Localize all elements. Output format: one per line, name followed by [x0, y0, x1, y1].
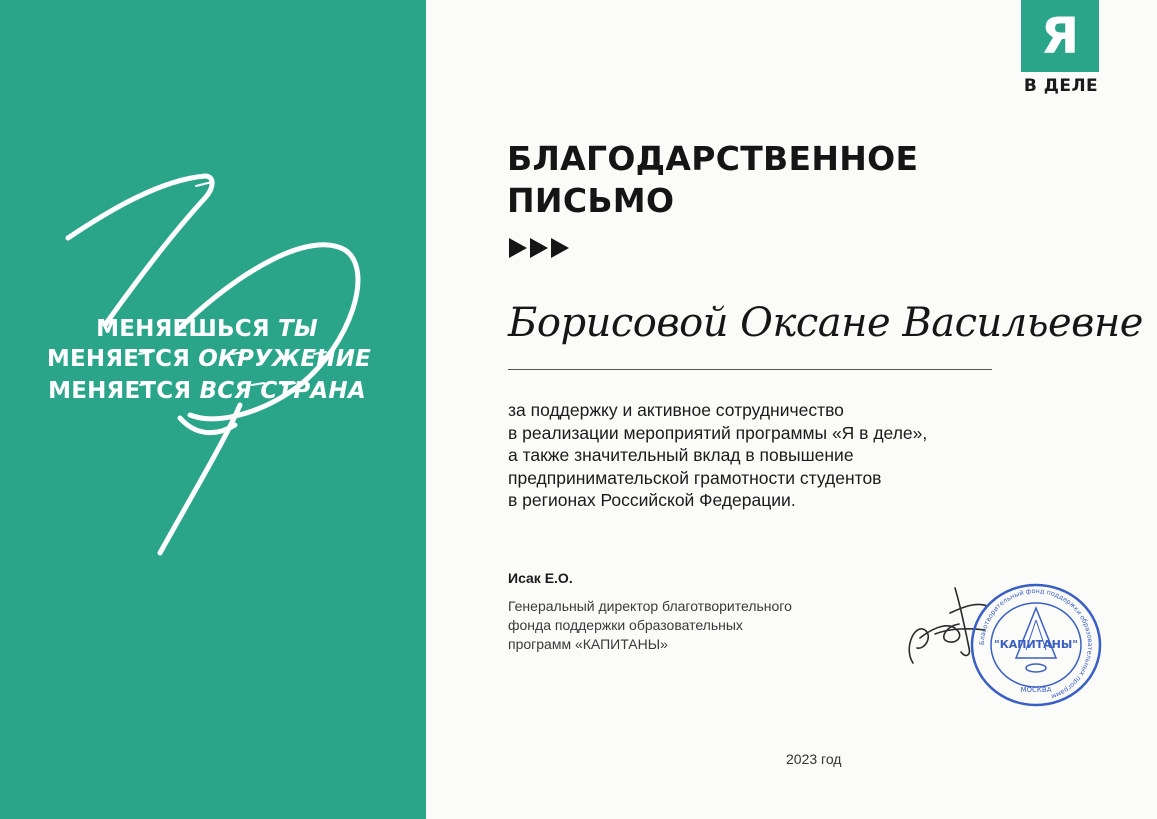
- green-side-panel: [0, 0, 426, 819]
- gratitude-text: [508, 399, 1068, 512]
- title-line-2: ПИСЬМО: [507, 181, 675, 220]
- ya-v-dele-logo: [1019, 0, 1099, 98]
- name-underline: [508, 369, 992, 370]
- arrow-right-icon: [509, 238, 527, 258]
- logo-letter: Я: [1021, 0, 1099, 72]
- role-line: Генеральный директор благотворительного: [508, 598, 792, 614]
- document-title: [507, 138, 987, 222]
- stamp-city: МОСКВА: [1020, 686, 1052, 694]
- stamp-ring-text: Благотворительный фонд поддержки образовательных программ: [977, 586, 1095, 701]
- arrow-right-icon: [551, 238, 569, 258]
- signatory-role: [508, 597, 888, 654]
- organization-stamp: [966, 580, 1106, 710]
- signatory-name: Исак Е.О.: [508, 570, 573, 586]
- logo-caption: В ДЕЛЕ: [1023, 76, 1099, 96]
- handwritten-ya-graphic: [0, 0, 426, 819]
- slogan-line-1: МЕНЯЕШЬСЯ ТЫ: [96, 316, 318, 342]
- body-line: а также значительный вклад в повышение: [508, 445, 854, 465]
- recipient-name: Борисовой Оксане Васильевне: [508, 300, 1143, 346]
- role-line: фонда поддержки образовательных: [508, 617, 743, 633]
- body-line: в регионах Российской Федерации.: [508, 490, 796, 510]
- stamp-center-text: "КАПИТАНЫ": [994, 638, 1078, 651]
- body-line: предпринимательской грамотности студентов: [508, 467, 882, 488]
- body-line: в реализации мероприятий программы «Я в деле»,: [508, 422, 928, 443]
- slogan-line-2: МЕНЯЕТСЯ ОКРУЖЕНИЕ: [46, 346, 372, 372]
- title-line-1: БЛАГОДАРСТВЕННОЕ: [507, 139, 919, 178]
- arrow-right-icon: [530, 238, 548, 258]
- slogan-line-3: МЕНЯЕТСЯ ВСЯ СТРАНА: [48, 378, 366, 404]
- body-line: за поддержку и активное сотрудничество: [508, 400, 844, 420]
- document-year: 2023 год: [786, 751, 842, 767]
- arrow-markers: [509, 238, 572, 260]
- role-line: программ «КАПИТАНЫ»: [508, 636, 668, 652]
